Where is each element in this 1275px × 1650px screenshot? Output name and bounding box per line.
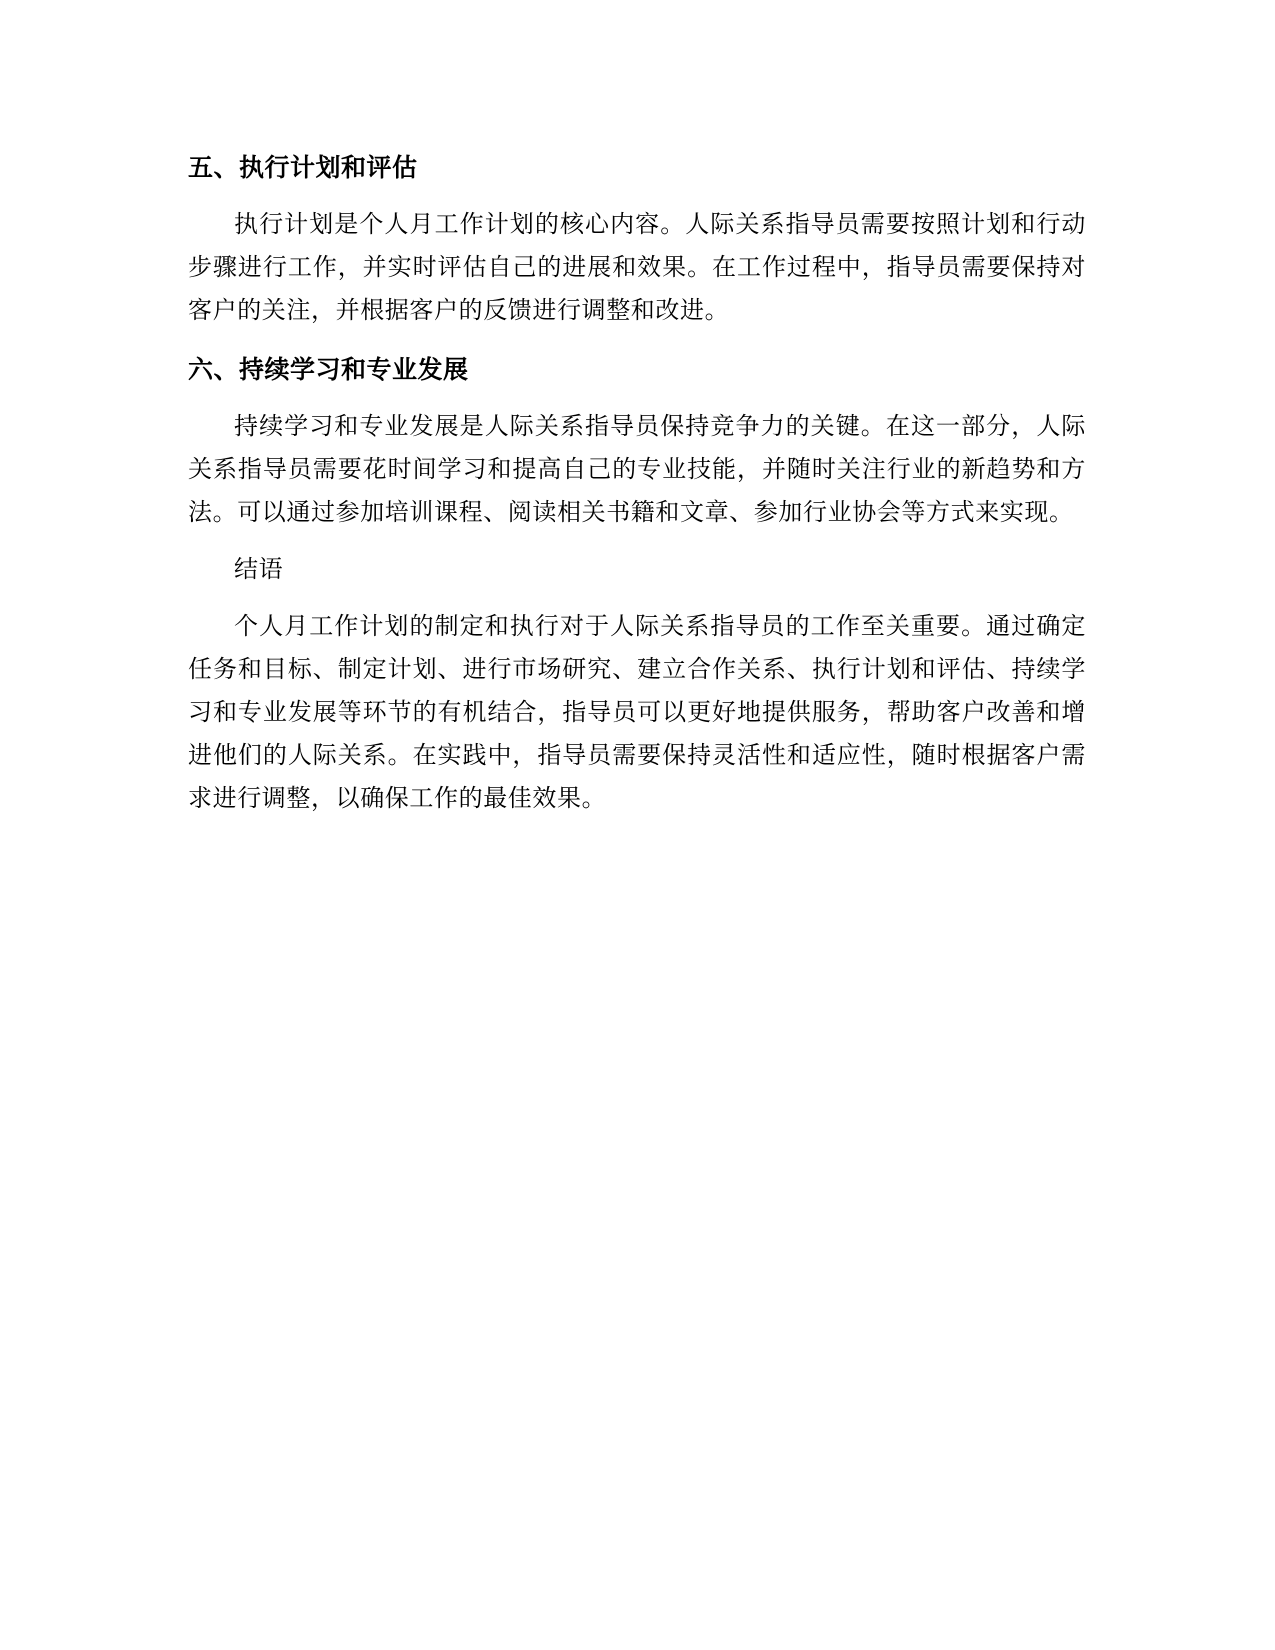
section-5-heading: 五、执行计划和评估	[188, 153, 418, 182]
section-6-heading: 六、持续学习和专业发展	[188, 355, 469, 384]
conclusion-paragraph: 个人月工作计划的制定和执行对于人际关系指导员的工作至关重要。通过确定任务和目标、制定计划、进行市场研究、建立合作关系、执行计划和评估、持续学习和专业发展等环节的有机结合，指导员可以更好地提供服务，帮助客户改善和增进他们的人际关系。在实践中，指导员需要保持灵活性和适应性，随时根据客户需求进行调整，以确保工作的最佳效果。	[188, 612, 1086, 812]
section-6-paragraph: 持续学习和专业发展是人际关系指导员保持竞争力的关键。在这一部分，人际关系指导员需要花时间学习和提高自己的专业技能，并随时关注行业的新趋势和方法。可以通过参加培训课程、阅读相关书籍和文章、参加行业协会等方式来实现。	[188, 412, 1086, 526]
conclusion-label: 结语	[234, 555, 284, 583]
document-content	[188, 148, 1086, 820]
section-5-paragraph: 执行计划是个人月工作计划的核心内容。人际关系指导员需要按照计划和行动步骤进行工作，并实时评估自己的进展和效果。在工作过程中，指导员需要保持对客户的关注，并根据客户的反馈进行调整和改进。	[188, 210, 1086, 324]
